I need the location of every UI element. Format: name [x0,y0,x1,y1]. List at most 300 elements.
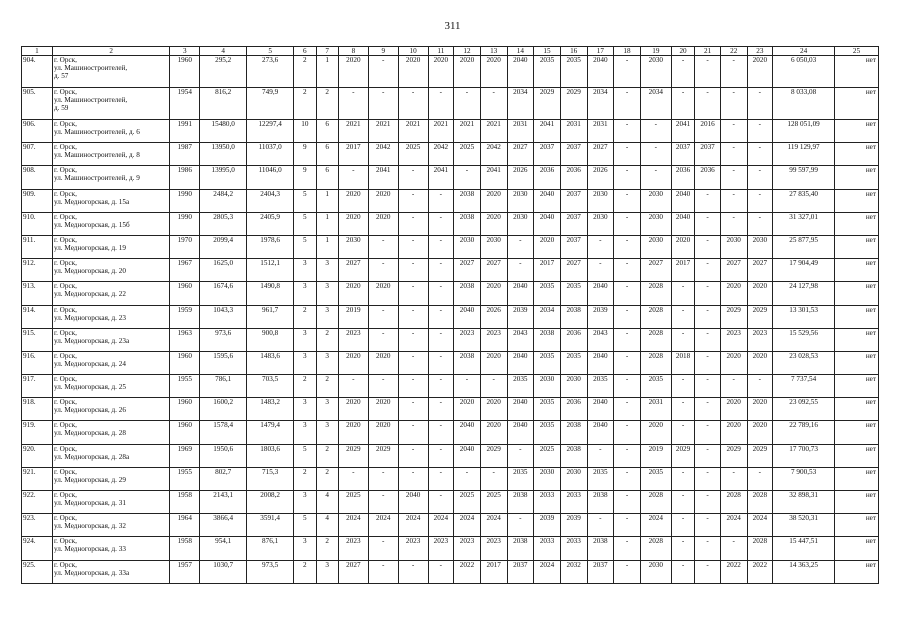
cell-col-10: - [398,235,428,258]
row-number: 925. [22,560,53,583]
table-row [22,398,879,421]
cell-col-20: - [671,328,694,351]
cell-col-3: 1960 [170,56,200,88]
cell-col-7: 4 [316,491,338,514]
cell-col-16: 2031 [560,120,587,143]
cell-col-3: 1960 [170,351,200,374]
cell-col-14: 2039 [507,305,534,328]
cell-col-20: - [671,282,694,305]
cell-col-23: 2028 [747,537,773,560]
cell-col-20: 2020 [671,235,694,258]
cell-col-12: 2020 [454,56,481,88]
cell-col-3: 1959 [170,305,200,328]
cell-col-25: нет [835,282,879,305]
cell-col-11: 2021 [428,120,454,143]
cell-col-19: 2030 [640,560,671,583]
cell-col-15: 2035 [534,421,561,444]
cell-col-25: нет [835,212,879,235]
cell-col-23: 2029 [747,444,773,467]
cell-col-13: 2020 [480,56,507,88]
cell-col-24: 24 127,98 [773,282,835,305]
address-line: ул. Медногорская, д. 23а [53,336,130,345]
cell-col-18: - [614,235,641,258]
cell-col-18: - [614,560,641,583]
cell-col-12: - [454,467,481,490]
cell-col-17: - [587,235,614,258]
cell-col-21: 2016 [695,120,721,143]
cell-col-23: 2020 [747,282,773,305]
cell-col-14: 2037 [507,560,534,583]
cell-col-22: - [720,467,747,490]
table-row [22,514,879,537]
cell-col-13: 2042 [480,143,507,166]
table-row [22,560,879,583]
cell-col-6: 2 [294,375,316,398]
cell-col-5: 1483,2 [247,398,294,421]
table-row [22,143,879,166]
cell-col-5: 12297,4 [247,120,294,143]
address-line: д. 57 [53,72,69,80]
cell-col-20: - [671,514,694,537]
row-number: 915. [22,328,53,351]
cell-col-15: 2036 [534,166,561,189]
cell-col-8: 2017 [338,143,368,166]
column-header-21: 21 [695,47,721,56]
cell-col-19: 2030 [640,189,671,212]
cell-col-10: - [398,212,428,235]
cell-col-5: 715,3 [247,467,294,490]
cell-col-14: - [507,235,534,258]
cell-col-13: - [480,88,507,120]
cell-col-5: 273,6 [247,56,294,88]
cell-col-12: 2020 [454,398,481,421]
cell-col-19: 2028 [640,351,671,374]
cell-col-22: 2029 [720,444,747,467]
cell-col-11: - [428,560,454,583]
cell-col-11: - [428,375,454,398]
cell-col-14: 2040 [507,398,534,421]
cell-col-25: нет [835,444,879,467]
cell-col-22: 2030 [720,235,747,258]
cell-col-21: - [695,189,721,212]
cell-col-19: 2027 [640,259,671,282]
cell-col-24: 14 363,25 [773,560,835,583]
cell-col-17: 2030 [587,212,614,235]
cell-col-18: - [614,88,641,120]
cell-col-25: нет [835,166,879,189]
cell-col-4: 1578,4 [200,421,247,444]
cell-col-19: 2030 [640,56,671,88]
cell-col-18: - [614,282,641,305]
cell-col-19: 2034 [640,88,671,120]
cell-col-22: 2020 [720,282,747,305]
cell-col-7: 3 [316,259,338,282]
cell-col-21: 2036 [695,166,721,189]
cell-col-22: - [720,212,747,235]
cell-col-7: 3 [316,351,338,374]
cell-col-7: 2 [316,88,338,120]
cell-col-11: 2023 [428,537,454,560]
address-cell [52,212,169,235]
cell-col-20: 2041 [671,120,694,143]
cell-col-22: - [720,56,747,88]
cell-col-12: 2038 [454,189,481,212]
address-line: г. Орск, [53,259,77,268]
cell-col-7: 3 [316,282,338,305]
row-number: 921. [22,467,53,490]
cell-col-24: 128 051,09 [773,120,835,143]
cell-col-14: 2040 [507,56,534,88]
cell-col-6: 3 [294,421,316,444]
cell-col-13: 2020 [480,351,507,374]
cell-col-3: 1955 [170,467,200,490]
address-line: г. Орск, [53,235,77,244]
cell-col-8: 2025 [338,491,368,514]
cell-col-13: 2020 [480,189,507,212]
cell-col-6: 5 [294,235,316,258]
table-row [22,88,879,120]
cell-col-18: - [614,328,641,351]
cell-col-4: 1043,3 [200,305,247,328]
address-cell [52,421,169,444]
address-cell [52,444,169,467]
cell-col-17: 2035 [587,467,614,490]
cell-col-7: 3 [316,305,338,328]
row-number: 910. [22,212,53,235]
cell-col-21: - [695,235,721,258]
cell-col-24: 7 900,53 [773,467,835,490]
cell-col-6: 3 [294,491,316,514]
cell-col-10: - [398,282,428,305]
cell-col-9: - [368,467,398,490]
housing-repair-schedule-table [21,46,879,584]
cell-col-21: - [695,421,721,444]
cell-col-11: 2041 [428,166,454,189]
cell-col-4: 295,2 [200,56,247,88]
cell-col-5: 2405,9 [247,212,294,235]
cell-col-8: 2020 [338,421,368,444]
cell-col-12: 2022 [454,560,481,583]
cell-col-5: 1490,8 [247,282,294,305]
cell-col-9: - [368,88,398,120]
cell-col-12: 2040 [454,421,481,444]
cell-col-3: 1957 [170,560,200,583]
cell-col-4: 13950,0 [200,143,247,166]
cell-col-11: - [428,491,454,514]
cell-col-6: 2 [294,56,316,88]
address-cell [52,375,169,398]
cell-col-24: 7 737,54 [773,375,835,398]
cell-col-15: 2029 [534,88,561,120]
address-line: ул. Медногорская, д. 22 [53,290,126,299]
cell-col-20: 2017 [671,259,694,282]
cell-col-16: 2036 [560,328,587,351]
cell-col-13: 2023 [480,537,507,560]
cell-col-19: 2019 [640,444,671,467]
cell-col-8: 2023 [338,328,368,351]
address-cell [52,398,169,421]
cell-col-24: 13 301,53 [773,305,835,328]
cell-col-15: 2040 [534,212,561,235]
cell-col-11: - [428,88,454,120]
cell-col-11: - [428,305,454,328]
cell-col-17: 2040 [587,421,614,444]
cell-col-17: 2040 [587,56,614,88]
address-line: г. Орск, [53,514,77,523]
cell-col-6: 3 [294,282,316,305]
cell-col-22: 2022 [720,560,747,583]
cell-col-19: 2031 [640,398,671,421]
cell-col-9: 2020 [368,189,398,212]
cell-col-8: 2020 [338,398,368,421]
cell-col-4: 15480,0 [200,120,247,143]
row-number: 923. [22,514,53,537]
column-header-19: 19 [640,47,671,56]
cell-col-6: 9 [294,143,316,166]
cell-col-10: 2023 [398,537,428,560]
cell-col-25: нет [835,259,879,282]
cell-col-17: 2031 [587,120,614,143]
cell-col-11: - [428,351,454,374]
column-header-4: 4 [200,47,247,56]
cell-col-5: 1803,6 [247,444,294,467]
address-line: ул. Медногорская, д. 28 [53,429,126,438]
cell-col-9: 2020 [368,212,398,235]
cell-col-15: 2024 [534,560,561,583]
cell-col-24: 15 529,56 [773,328,835,351]
cell-col-15: 2033 [534,537,561,560]
address-line: ул. Медногорская, д. 26 [53,406,126,415]
cell-col-17: 2037 [587,560,614,583]
cell-col-3: 1960 [170,398,200,421]
cell-col-4: 1625,0 [200,259,247,282]
cell-col-7: 2 [316,328,338,351]
cell-col-23: 2020 [747,421,773,444]
cell-col-22: - [720,189,747,212]
cell-col-8: - [338,166,368,189]
column-header-2: 2 [52,47,169,56]
cell-col-8: 2024 [338,514,368,537]
cell-col-10: - [398,444,428,467]
address-cell [52,143,169,166]
cell-col-22: 2020 [720,398,747,421]
column-header-3: 3 [170,47,200,56]
cell-col-5: 1512,1 [247,259,294,282]
column-header-8: 8 [338,47,368,56]
cell-col-3: 1969 [170,444,200,467]
cell-col-19: 2030 [640,235,671,258]
cell-col-24: 119 129,97 [773,143,835,166]
cell-col-7: 1 [316,56,338,88]
cell-col-23: - [747,143,773,166]
address-cell [52,328,169,351]
cell-col-3: 1990 [170,212,200,235]
cell-col-14: - [507,514,534,537]
cell-col-14: 2040 [507,421,534,444]
cell-col-17: - [587,259,614,282]
column-header-24: 24 [773,47,835,56]
cell-col-17: - [587,514,614,537]
cell-col-4: 2143,1 [200,491,247,514]
cell-col-4: 1600,2 [200,398,247,421]
cell-col-17: 2030 [587,189,614,212]
cell-col-15: 2025 [534,444,561,467]
cell-col-12: 2024 [454,514,481,537]
cell-col-20: - [671,88,694,120]
cell-col-10: - [398,305,428,328]
cell-col-24: 32 898,31 [773,491,835,514]
address-line: ул. Медногорская, д. 31 [53,499,126,507]
cell-col-22: 2029 [720,305,747,328]
address-line: ул. Машиностроителей, [53,64,128,72]
cell-col-11: 2024 [428,514,454,537]
cell-col-6: 3 [294,351,316,374]
cell-col-17: 2038 [587,537,614,560]
cell-col-9: - [368,56,398,88]
cell-col-20: - [671,467,694,490]
cell-col-18: - [614,398,641,421]
cell-col-5: 749,9 [247,88,294,120]
address-line: ул. Машиностроителей, д. 8 [53,151,140,160]
address-cell [52,166,169,189]
cell-col-18: - [614,166,641,189]
cell-col-5: 1479,4 [247,421,294,444]
cell-col-10: - [398,166,428,189]
cell-col-7: 2 [316,444,338,467]
row-number: 911. [22,235,53,258]
cell-col-6: 5 [294,444,316,467]
cell-col-25: нет [835,537,879,560]
cell-col-25: нет [835,56,879,88]
cell-col-20: 2036 [671,166,694,189]
cell-col-11: - [428,189,454,212]
cell-col-6: 9 [294,166,316,189]
row-number: 904. [22,56,53,88]
cell-col-11: - [428,235,454,258]
cell-col-24: 15 447,51 [773,537,835,560]
column-header-22: 22 [720,47,747,56]
column-header-10: 10 [398,47,428,56]
cell-col-6: 2 [294,88,316,120]
cell-col-20: 2040 [671,189,694,212]
cell-col-10: - [398,560,428,583]
cell-col-15: 2037 [534,143,561,166]
cell-col-13: 2029 [480,444,507,467]
address-line: ул. Медногорская, д. 24 [53,359,126,368]
cell-col-13: 2021 [480,120,507,143]
cell-col-10: 2020 [398,56,428,88]
cell-col-7: 2 [316,467,338,490]
cell-col-24: 17 700,73 [773,444,835,467]
address-line: г. Орск, [53,444,77,453]
cell-col-24: 23 028,53 [773,351,835,374]
cell-col-23: 2020 [747,56,773,88]
column-header-13: 13 [480,47,507,56]
cell-col-16: 2038 [560,305,587,328]
cell-col-23: - [747,189,773,212]
table-row [22,328,879,351]
cell-col-22: 2027 [720,259,747,282]
cell-col-12: 2025 [454,491,481,514]
cell-col-13: 2020 [480,282,507,305]
cell-col-5: 961,7 [247,305,294,328]
cell-col-11: - [428,421,454,444]
cell-col-14: 2034 [507,88,534,120]
table-row [22,189,879,212]
cell-col-15: 2041 [534,120,561,143]
cell-col-9: 2020 [368,421,398,444]
cell-col-11: - [428,398,454,421]
cell-col-9: - [368,305,398,328]
cell-col-4: 3866,4 [200,514,247,537]
cell-col-10: - [398,375,428,398]
cell-col-18: - [614,351,641,374]
row-number: 917. [22,375,53,398]
cell-col-4: 973,6 [200,328,247,351]
cell-col-12: - [454,166,481,189]
cell-col-13: 2020 [480,212,507,235]
cell-col-6: 3 [294,259,316,282]
address-line: ул. Медногорская, д. 33а [53,568,130,577]
cell-col-18: - [614,143,641,166]
row-number: 906. [22,120,53,143]
address-line: ул. Медногорская, д. 29 [53,475,126,484]
cell-col-7: 1 [316,235,338,258]
cell-col-18: - [614,56,641,88]
cell-col-17: 2027 [587,143,614,166]
cell-col-9: - [368,537,398,560]
cell-col-22: - [720,537,747,560]
cell-col-8: 2020 [338,56,368,88]
address-line: ул. Медногорская, д. 23 [53,313,126,322]
cell-col-7: 4 [316,514,338,537]
cell-col-7: 3 [316,398,338,421]
cell-col-9: 2041 [368,166,398,189]
cell-col-23: 2023 [747,328,773,351]
address-line: ул. Медногорская, д. 15б [53,220,130,229]
cell-col-6: 2 [294,467,316,490]
cell-col-7: 6 [316,143,338,166]
cell-col-25: нет [835,120,879,143]
address-line: ул. Медногорская, д. 15а [53,197,130,206]
cell-col-16: 2030 [560,467,587,490]
cell-col-18: - [614,120,641,143]
cell-col-22: 2020 [720,351,747,374]
cell-col-13: 2025 [480,491,507,514]
table-row [22,305,879,328]
cell-col-21: - [695,282,721,305]
cell-col-20: - [671,560,694,583]
cell-col-4: 2099,4 [200,235,247,258]
cell-col-23: 2030 [747,235,773,258]
cell-col-18: - [614,537,641,560]
cell-col-9: 2020 [368,282,398,305]
cell-col-8: 2027 [338,560,368,583]
cell-col-16: 2037 [560,189,587,212]
cell-col-11: - [428,328,454,351]
cell-col-6: 10 [294,120,316,143]
cell-col-18: - [614,375,641,398]
cell-col-19: - [640,143,671,166]
cell-col-13: 2026 [480,305,507,328]
table-row [22,351,879,374]
cell-col-9: 2020 [368,351,398,374]
cell-col-3: 1958 [170,537,200,560]
cell-col-10: - [398,467,428,490]
cell-col-12: 2021 [454,120,481,143]
address-line: г. Орск, [53,421,77,430]
cell-col-14: 2030 [507,212,534,235]
